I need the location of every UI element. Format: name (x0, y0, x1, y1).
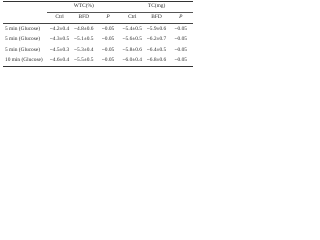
table-cell: ~5.5±0.5 (74, 57, 94, 64)
data-table (3, 1, 193, 67)
table-cell: ~5.1±0.5 (74, 36, 94, 43)
row-label: 5 min (Glucose) (5, 25, 41, 32)
row-label: 5 min (Glucose) (5, 36, 41, 43)
table-cell: ~0.05 (174, 57, 187, 64)
table-cell: ~4.2±0.4 (49, 25, 70, 32)
table-cell: ~5.9±0.6 (146, 25, 167, 32)
table-cell: ~6.2±0.7 (146, 36, 167, 43)
table-cell: ~5.3±0.4 (74, 46, 94, 53)
table-cell: ~5.6±0.5 (122, 36, 142, 43)
table-cell: ~0.05 (101, 25, 115, 32)
header-empty-cell (3, 2, 47, 13)
table-cell: ~6.4±0.5 (146, 46, 167, 53)
table-cell: ~6.0±0.4 (122, 57, 142, 64)
column-header: Ctrl (120, 13, 144, 24)
table-cell: ~4.5±0.3 (49, 46, 70, 53)
table-cell: ~0.05 (101, 46, 115, 53)
column-header: BFD (72, 13, 96, 24)
column-header: P (96, 13, 120, 24)
table-column-header-row (3, 13, 193, 24)
table-row (3, 56, 193, 67)
table-cell: ~0.05 (174, 25, 187, 32)
table-cell: ~4.6±0.4 (49, 57, 70, 64)
table-cell: ~0.05 (101, 57, 115, 64)
table-cell: ~0.05 (174, 46, 187, 53)
header-empty-cell (3, 13, 47, 24)
table-cell: ~5.4±0.5 (122, 25, 142, 32)
table-group-header-row (3, 2, 193, 13)
table-cell: ~0.05 (101, 36, 115, 43)
row-label: 5 min (Glucose) (5, 46, 41, 53)
table-row (3, 24, 193, 35)
column-header: Ctrl (47, 13, 71, 24)
column-header: BFD (144, 13, 168, 24)
column-header: P (169, 13, 193, 24)
group-header-wtc: WTC(%) (47, 2, 120, 13)
group-header-tc: TC(mg) (120, 2, 193, 13)
table-cell: ~0.05 (174, 36, 187, 43)
table-cell: ~4.8±0.6 (74, 25, 94, 32)
table-row (3, 35, 193, 46)
table-cell: ~5.8±0.6 (122, 46, 142, 53)
table-row (3, 45, 193, 56)
row-label: 10 min (Glucose) (5, 57, 43, 64)
table-cell: ~6.8±0.6 (146, 57, 167, 64)
table-cell: ~4.3±0.5 (49, 36, 70, 43)
data-table-container (0, 1, 196, 62)
